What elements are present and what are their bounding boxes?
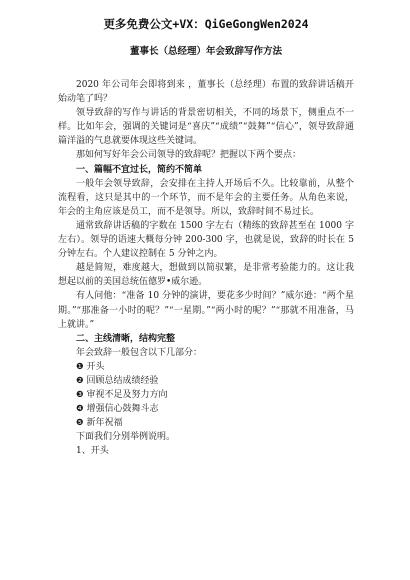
- paragraph: 那如何写好年会公司领导的致辞呢？把握以下两个要点：: [76, 150, 302, 161]
- list-item: [58, 374, 354, 388]
- paragraph: 下面我们分别举例说明。: [76, 432, 176, 443]
- subsection-heading: 1、开头: [76, 446, 109, 457]
- header-banner: 更多免费公文+VX：QiGeGongWen2024: [103, 17, 309, 31]
- list-item: [58, 402, 354, 416]
- paragraph: 年会致辞一般包含以下几部分：: [76, 347, 203, 358]
- numbered-circle-icon: ❷: [76, 375, 84, 386]
- list-item-text: 新年祝福: [86, 418, 123, 429]
- section-heading: 一、篇幅不宜过长，简约不简单: [76, 164, 203, 175]
- list-item: [58, 388, 354, 402]
- paragraph: 有人问他：“准备 10 分钟的演讲，要花多少时间？”威尔逊：“两个星期。”“那准备一小时的呢？”“一星期。”“两小时的呢？”“那就不用准备，马上就讲。”: [58, 291, 354, 330]
- list-item-text: 回顾总结成绩经验: [86, 375, 159, 386]
- list-item-text: 增强信心鼓舞斗志: [86, 404, 159, 415]
- paragraph: 越是简短，难度越大，想做到以简驭繁，是非常考验能力的。这让我想起以前的美国总统伍德罗•威尔逊。: [58, 263, 354, 288]
- paragraph: 2020 年公司年会即将到来 ，董事长（总经理）布置的致辞讲话稿开始动笔了吗？: [58, 80, 354, 105]
- paragraph: 通常致辞讲话稿的字数在 1500 字左右（精练的致辞甚至在 1000 字左右）。领导的语速大概每分钟 200-300 字，也就是说，致辞的时长在 5 分钟左右。个人建议控制在 5 分钟之内。: [58, 220, 354, 260]
- paragraph: 一般年会领导致辞，会安排在主持人开场后不久。比较靠前，从整个流程看，这只是其中的一个环节，而不是年会的主要任务。从角色来说，年会的主角应该是员工，而不是领导。所以，致辞时间不易过长。: [58, 178, 354, 217]
- paragraph: 领导致辞的写作与讲话的背景密切相关，不同的场景下，侧重点不一样。比如年会，强调的关键词是“喜庆”“成绩”“鼓舞”“信心”，领导致辞通篇洋溢的气息就要体现这些关键词。: [58, 108, 354, 147]
- numbered-circle-icon: ❺: [76, 418, 84, 429]
- numbered-circle-icon: ❶: [76, 361, 84, 372]
- document-title: 董事长（总经理）年会致辞写作方法: [129, 46, 282, 57]
- section-heading: 二、主线清晰，结构完整: [76, 333, 176, 344]
- numbered-circle-icon: ❸: [76, 390, 84, 401]
- list-item-text: 审视不足及努力方向: [86, 390, 168, 401]
- document-body: [58, 78, 354, 459]
- numbered-circle-icon: ❹: [76, 404, 84, 415]
- list-item: [58, 360, 354, 374]
- list-item: [58, 416, 354, 430]
- list-item-text: 开头: [86, 361, 105, 372]
